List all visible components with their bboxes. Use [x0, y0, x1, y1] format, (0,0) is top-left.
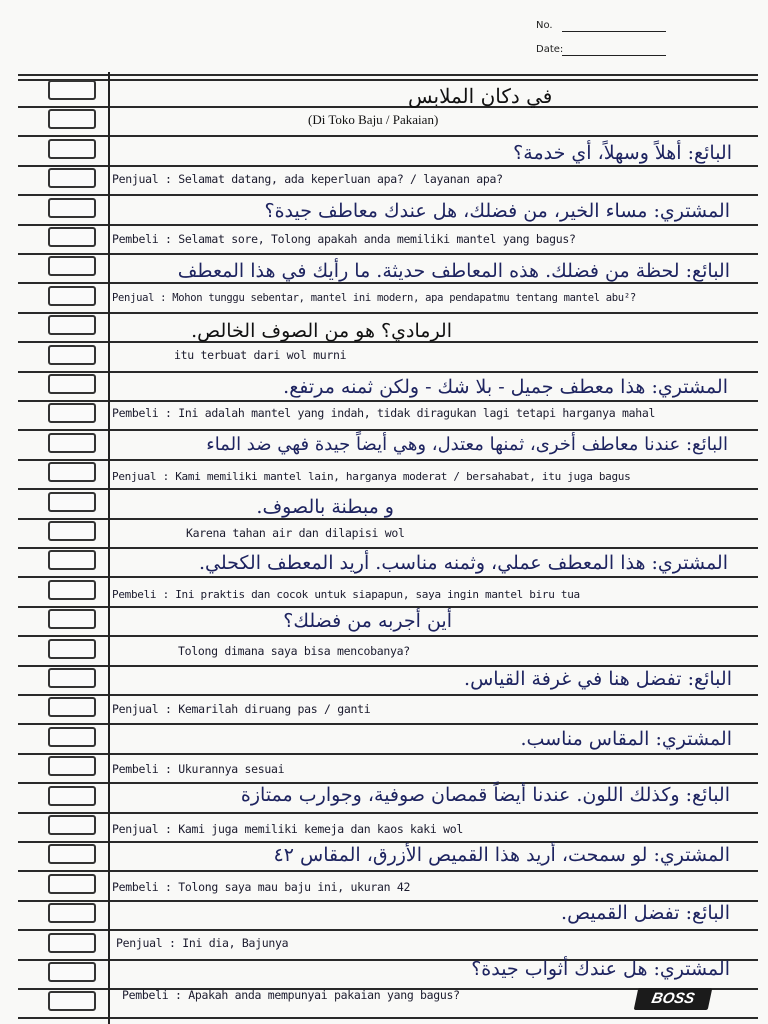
ruled-line — [18, 576, 758, 578]
binding-hole — [48, 668, 96, 688]
binding-hole — [48, 256, 96, 276]
binding-hole — [48, 933, 96, 953]
line-ar-04: الرمادي؟ هو من الصوف الخالص. — [191, 320, 452, 342]
line-lat-07: Karena tahan air dan dilapisi wol — [186, 526, 405, 540]
binding-hole — [48, 844, 96, 864]
line-ar-06: البائع: عندنا معاطف أخرى، ثمنها معتدل، وهي أيضاً جيدة فهي ضد الماء — [206, 434, 728, 455]
binding-hole — [48, 403, 96, 423]
binding-hole — [48, 286, 96, 306]
line-lat-10: Penjual : Kemarilah diruang pas / ganti — [112, 702, 371, 716]
line-ar-10: البائع: تفضل هنا في غرفة القياس. — [464, 668, 732, 690]
ruled-line — [18, 253, 758, 255]
ruled-line — [18, 694, 758, 696]
line-ar-05: المشتري: هذا معطف جميل - بلا شك - ولكن ثمنه مرتفع. — [283, 376, 728, 398]
line-lat-12: Penjual : Kami juga memiliki kemeja dan kaos kaki wol — [112, 822, 464, 836]
top-rule — [18, 74, 758, 76]
line-lat-06: Penjual : Kami memiliki mantel lain, harganya moderat / bersahabat, itu juga bagus — [112, 470, 631, 483]
line-lat-02: Pembeli : Selamat sore, Tolong apakah anda memiliki mantel yang bagus? — [112, 232, 576, 246]
ruled-line — [18, 929, 758, 931]
ruled-line — [18, 400, 758, 402]
binding-hole — [48, 315, 96, 335]
binding-hole — [48, 492, 96, 512]
ruled-line — [18, 429, 758, 431]
top-rule-2 — [18, 79, 758, 81]
binding-hole — [48, 345, 96, 365]
binding-hole — [48, 991, 96, 1011]
line-ar-03: البائع: لحظة من فضلك. هذه المعاطف حديثة. ما رأيك في هذا المعطف — [177, 260, 730, 282]
line-ar-15: المشتري: هل عندك أثواب جيدة؟ — [471, 958, 730, 980]
no-line — [562, 31, 666, 32]
line-ar-09: أين أجربه من فضلك؟ — [283, 610, 452, 632]
title-latin: (Di Toko Baju / Pakaian) — [308, 112, 439, 127]
ruled-line — [18, 870, 758, 872]
ruled-line — [18, 753, 758, 755]
date-label: Date: — [536, 44, 564, 55]
binding-hole — [48, 109, 96, 129]
binding-hole — [48, 697, 96, 717]
line-lat-03: Penjual : Mohon tunggu sebentar, mantel ini modern, apa pendapatmu tentang mantel abu²? — [112, 292, 636, 304]
line-lat-09: Tolong dimana saya bisa mencobanya? — [178, 644, 410, 658]
title-arabic: في دكان الملابس — [408, 84, 553, 108]
binding-hole — [48, 521, 96, 541]
ruled-line — [18, 165, 758, 167]
ruled-line — [18, 547, 758, 549]
line-ar-07: و مبطنة بالصوف. — [256, 496, 394, 518]
binding-hole — [48, 815, 96, 835]
line-lat-14: Penjual : Ini dia, Bajunya — [116, 936, 289, 950]
line-lat-08: Pembeli : Ini praktis dan cocok untuk siapapun, saya ingin mantel biru tua — [112, 588, 580, 601]
ruled-line — [18, 282, 758, 284]
binding-hole — [48, 727, 96, 747]
line-ar-02: المشتري: مساء الخير، من فضلك، هل عندك معاطف جيدة؟ — [264, 200, 730, 222]
binding-hole — [48, 756, 96, 776]
ruled-line — [18, 488, 758, 490]
ruled-line — [18, 459, 758, 461]
no-label: No. — [536, 20, 553, 31]
ruled-line — [18, 841, 758, 843]
ruled-line — [18, 312, 758, 314]
ruled-line — [18, 518, 758, 520]
ruled-line — [18, 224, 758, 226]
line-lat-15: Pembeli : Apakah anda mempunyai pakaian yang bagus? — [122, 988, 460, 1002]
binding-hole — [48, 80, 96, 100]
binding-hole — [48, 139, 96, 159]
ruled-line — [18, 135, 758, 137]
binding-hole — [48, 786, 96, 806]
ruled-line — [18, 1017, 758, 1019]
binding-hole — [48, 433, 96, 453]
binding-hole — [48, 580, 96, 600]
ruled-line — [18, 723, 758, 725]
ruled-line — [18, 606, 758, 608]
binding-hole — [48, 550, 96, 570]
binding-hole — [48, 227, 96, 247]
binding-hole — [48, 609, 96, 629]
binding-hole — [48, 903, 96, 923]
line-ar-01: البائع: أهلاً وسهلاً، أي خدمة؟ — [513, 142, 732, 164]
ruled-line — [18, 635, 758, 637]
ruled-line — [18, 812, 758, 814]
margin-line — [108, 72, 110, 1024]
ruled-line — [18, 665, 758, 667]
line-ar-11: المشتري: المقاس مناسب. — [520, 728, 732, 750]
line-lat-01: Penjual : Selamat datang, ada keperluan apa? / layanan apa? — [112, 172, 503, 186]
ruled-line — [18, 371, 758, 373]
line-ar-14: البائع: تفضل القميص. — [561, 902, 730, 924]
line-lat-05: Pembeli : Ini adalah mantel yang indah, tidak diragukan lagi tetapi harganya mahal — [112, 406, 656, 420]
date-line — [562, 55, 666, 56]
binding-hole — [48, 168, 96, 188]
ruled-line — [18, 194, 758, 196]
line-ar-08: المشتري: هذا المعطف عملي، وثمنه مناسب. أريد المعطف الكحلي. — [199, 552, 728, 574]
binding-hole — [48, 874, 96, 894]
line-lat-04: itu terbuat dari wol murni — [174, 348, 347, 362]
line-lat-13: Pembeli : Tolong saya mau baju ini, ukuran 42 — [112, 880, 411, 894]
binding-hole — [48, 639, 96, 659]
ruled-line — [18, 106, 758, 108]
line-lat-11: Pembeli : Ukurannya sesuai — [112, 762, 285, 776]
binding-hole — [48, 374, 96, 394]
binding-hole — [48, 462, 96, 482]
binding-hole — [48, 962, 96, 982]
brand-logo: BOSS — [634, 988, 713, 1010]
line-ar-12: البائع: وكذلك اللون. عندنا أيضاً قمصان صوفية، وجوارب ممتازة — [240, 784, 730, 806]
line-ar-13: المشتري: لو سمحت، أريد هذا القميص الأزرق، المقاس ٤٢ — [273, 844, 730, 866]
binding-hole — [48, 198, 96, 218]
